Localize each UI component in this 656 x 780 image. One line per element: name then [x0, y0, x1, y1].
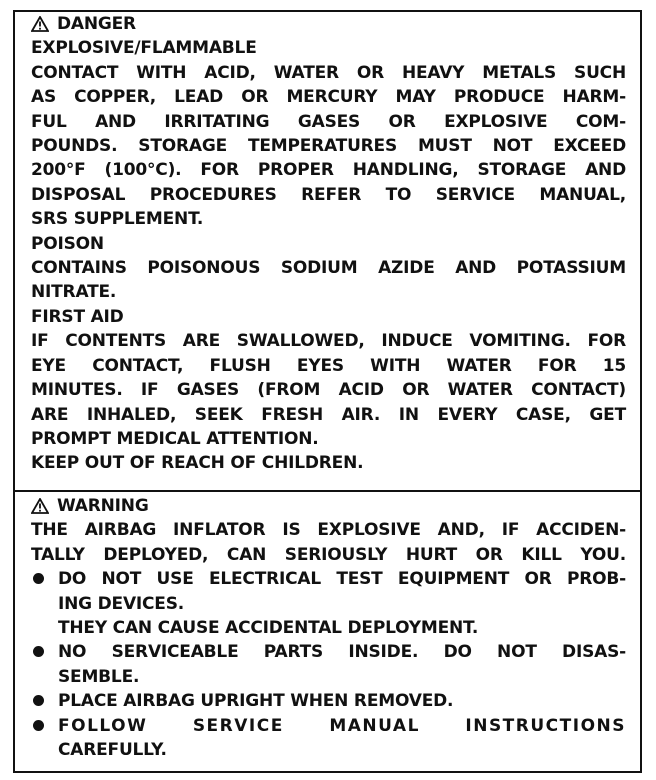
warning-bullet-item [31, 714, 626, 763]
warning-bullet-item [31, 640, 626, 689]
warning-intro-line: TALLY DEPLOYED, CAN SERIOUSLY HURT OR KILL YOU. [31, 544, 626, 565]
warning-intro-line: THE AIRBAG INFLATOR IS EXPLOSIVE AND, IF ACCIDEN- [31, 520, 626, 541]
bullet-line: PLACE AIRBAG UPRIGHT WHEN REMOVED. [58, 691, 454, 712]
danger-body-line: POUNDS. STORAGE TEMPERATURES MUST NOT EXCEED [31, 136, 626, 157]
bullet-line: CAREFULLY. [58, 740, 167, 761]
bullet-icon [33, 695, 44, 706]
bullet-line: NO SERVICEABLE PARTS INSIDE. DO NOT DISAS- [58, 642, 626, 663]
danger-body-line: DISPOSAL PROCEDURES REFER TO SERVICE MANUAL, [31, 184, 626, 205]
poison-heading: POISON [31, 233, 104, 254]
keep-out-text: KEEP OUT OF REACH OF CHILDREN. [31, 453, 364, 474]
danger-body-line: SRS SUPPLEMENT. [31, 209, 204, 230]
danger-heading-row [31, 12, 626, 36]
warning-heading-row [31, 494, 626, 518]
airbag-warning-label [13, 10, 642, 773]
first-aid-body-line: PROMPT MEDICAL ATTENTION. [31, 428, 319, 449]
warning-heading: WARNING [57, 496, 149, 516]
warning-section [15, 494, 640, 762]
danger-heading: DANGER [57, 14, 136, 34]
bullet-text [58, 640, 626, 689]
bullet-line: SEMBLE. [58, 666, 140, 687]
bullet-icon [33, 720, 44, 731]
first-aid-heading: FIRST AID [31, 306, 124, 327]
section-divider [15, 490, 640, 492]
bullet-text [58, 689, 626, 713]
first-aid-body-line: IF CONTENTS ARE SWALLOWED, INDUCE VOMITING. FOR [31, 331, 626, 352]
first-aid-body-line: MINUTES. IF GASES (FROM ACID OR WATER CONTACT) [31, 380, 626, 401]
bullet-line: DO NOT USE ELECTRICAL TEST EQUIPMENT OR PROB- [58, 569, 626, 590]
danger-section [15, 12, 640, 490]
danger-body-line: 200°F (100°C). FOR PROPER HANDLING, STORAGE AND [31, 160, 626, 181]
warning-bullet-item [31, 689, 626, 713]
bullet-text [58, 567, 626, 616]
deployment-note: THEY CAN CAUSE ACCIDENTAL DEPLOYMENT. [58, 618, 479, 639]
bullet-line: ING DEVICES. [58, 593, 185, 614]
first-aid-body-line: ARE INHALED, SEEK FRESH AIR. IN EVERY CASE, GET [31, 404, 626, 425]
bullet-text [58, 714, 626, 763]
danger-body-line: FUL AND IRRITATING GASES OR EXPLOSIVE COM- [31, 111, 626, 132]
bullet-line: FOLLOW SERVICE MANUAL INSTRUCTIONS [58, 715, 626, 736]
poison-body-line: CONTAINS POISONOUS SODIUM AZIDE AND POTASSIUM [31, 258, 626, 279]
warning-triangle-icon [31, 498, 49, 514]
danger-body-line: AS COPPER, LEAD OR MERCURY MAY PRODUCE HARM- [31, 87, 626, 108]
bullet-icon [33, 573, 44, 584]
danger-body-line: CONTACT WITH ACID, WATER OR HEAVY METALS SUCH [31, 62, 626, 83]
warning-triangle-icon [31, 16, 49, 32]
first-aid-body-line: EYE CONTACT, FLUSH EYES WITH WATER FOR 15 [31, 355, 626, 376]
warning-bullet-item [31, 567, 626, 616]
explosive-flammable-heading: EXPLOSIVE/FLAMMABLE [31, 38, 257, 59]
bullet-icon [33, 646, 44, 657]
poison-body-line: NITRATE. [31, 282, 117, 303]
